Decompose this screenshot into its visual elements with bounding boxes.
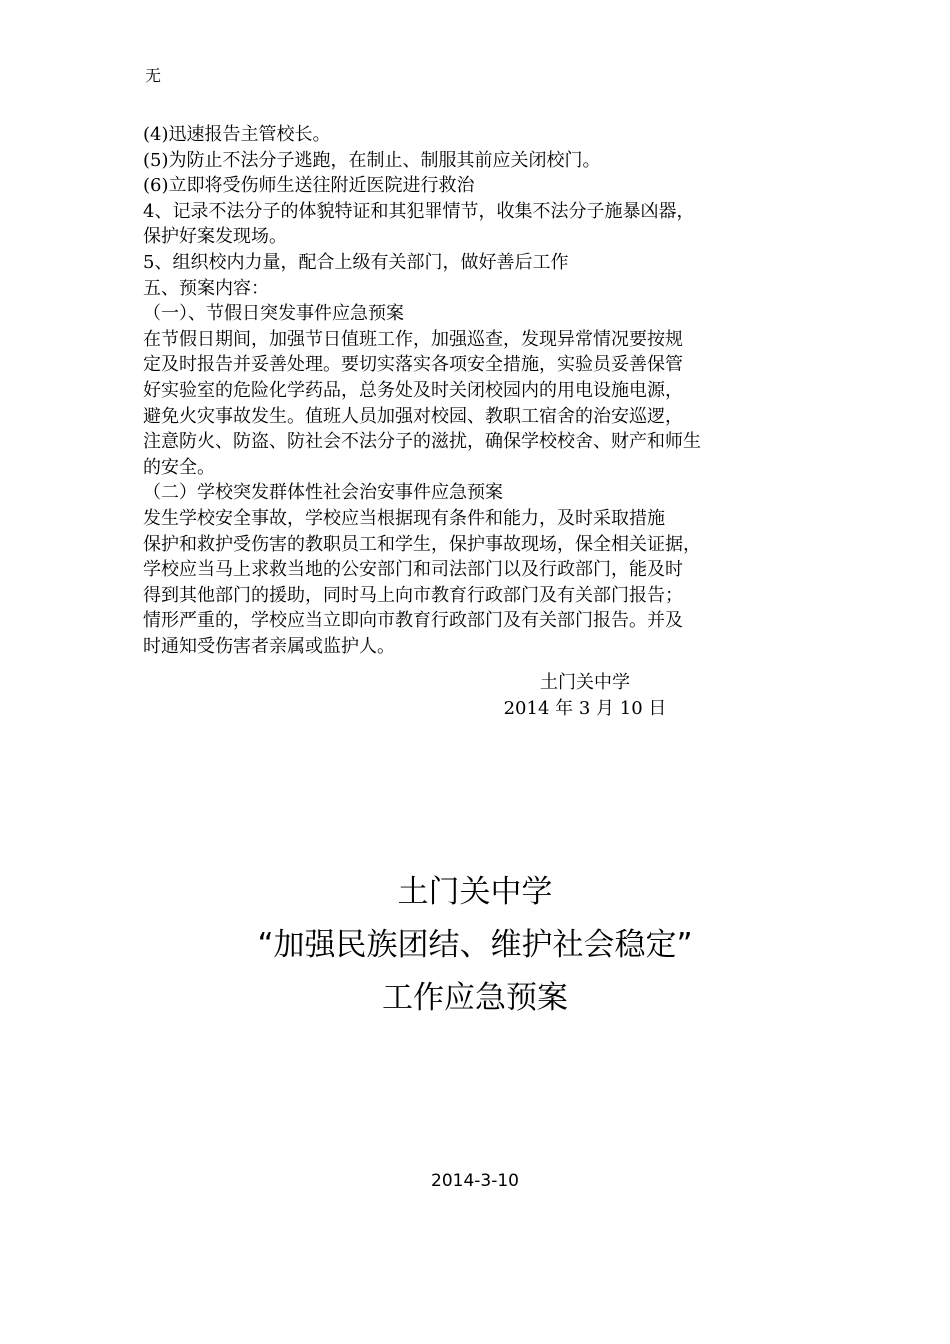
body-line: 好实验室的危险化学药品，总务处及时关闭校园内的用电设施电源， xyxy=(143,379,683,401)
subsection-heading: （一）、节假日突发事件应急预案 xyxy=(143,303,404,325)
section-heading: 五、预案内容： xyxy=(143,277,269,299)
body-line: 时通知受伤害者亲属或监护人。 xyxy=(143,635,395,657)
body-line: (4)迅速报告主管校长。 xyxy=(143,124,331,145)
signature-block xyxy=(470,670,700,722)
body-line: 4、记录不法分子的体貌特证和其犯罪情节，收集不法分子施暴凶器， xyxy=(143,200,695,222)
body-line: 定及时报告并妥善处理。要切实落实各项安全措施，实验员妥善保管 xyxy=(143,354,683,376)
document-title xyxy=(0,866,950,1025)
title-line-3: 工作应急预案 xyxy=(382,980,568,1016)
title-line-1: 土门关中学 xyxy=(397,874,553,910)
body-line: (5)为防止不法分子逃跑，在制止、制服其前应关闭校门。 xyxy=(143,149,601,171)
body-line: 发生学校安全事故，学校应当根据现有条件和能力，及时采取措施 xyxy=(143,507,665,529)
body-line: 保护和救护受伤害的教职员工和学生，保护事故现场，保全相关证据， xyxy=(143,533,701,555)
title-line-2: “加强民族团结、维护社会稳定” xyxy=(257,927,693,963)
body-line: (6)立即将受伤师生送往附近医院进行救治 xyxy=(143,175,475,197)
body-line: 学校应当马上求救当地的公安部门和司法部门以及行政部门，能及时 xyxy=(143,559,683,581)
body-line: 在节假日期间，加强节日值班工作，加强巡查，发现异常情况要按规 xyxy=(143,328,683,350)
body-line: 注意防火、防盗、防社会不法分子的滋扰，确保学校校舍、财产和师生 xyxy=(143,431,701,453)
signature-date: 2014 年 3 月 10 日 xyxy=(503,698,667,719)
footer-date: 2014-3-10 xyxy=(431,1171,519,1191)
signature-school: 土门关中学 xyxy=(540,672,630,693)
header-mark: 无 xyxy=(145,66,162,85)
subsection-heading: （二）学校突发群体性社会治安事件应急预案 xyxy=(143,482,503,504)
body-line: 5、组织校内力量，配合上级有关部门，做好善后工作 xyxy=(143,251,569,273)
body-line: 得到其他部门的援助，同时马上向市教育行政部门及有关部门报告； xyxy=(143,584,683,606)
body-line: 情形严重的，学校应当立即向市教育行政部门及有关部门报告。并及 xyxy=(143,610,683,632)
body-line: 保护好案发现场。 xyxy=(143,226,287,248)
document-body xyxy=(143,122,823,659)
body-line: 避免火灾事故发生。值班人员加强对校园、教职工宿舍的治安巡逻， xyxy=(143,405,683,427)
body-line: 的安全。 xyxy=(143,456,215,478)
